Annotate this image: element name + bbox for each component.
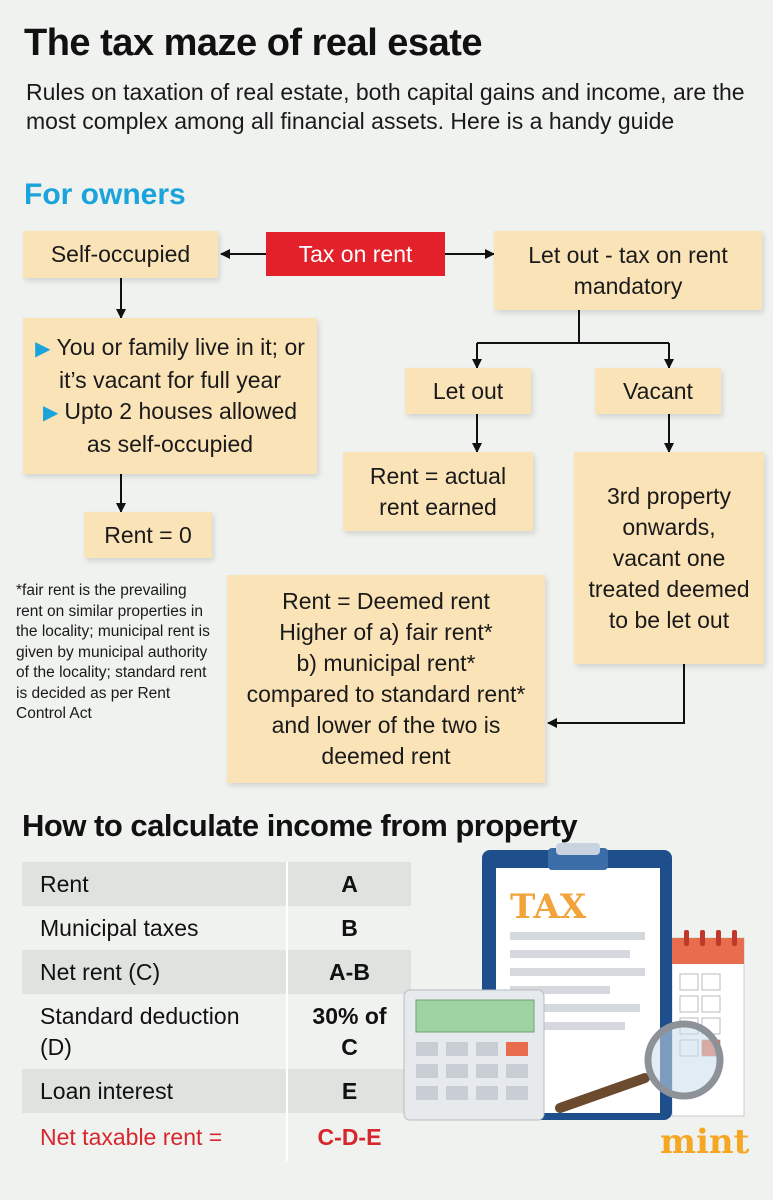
row-label: Municipal taxes — [40, 914, 199, 941]
footnote: *fair rent is the prevailing rent on similar properties in the locality; municipal rent is given by municipal authority of the locality; standard rent is decided as per Rent Control Act — [16, 582, 210, 722]
deemed-line-1: Rent = Deemed rent — [282, 588, 490, 614]
row-value: B — [287, 906, 411, 950]
row-label: Standard deduction (D) — [40, 1002, 240, 1060]
row-value: 30% of C — [287, 994, 411, 1069]
self-occ-rule-1: ▶ You or family live in it; or it’s vacant for full year — [35, 334, 305, 393]
page-subtitle: Rules on taxation of real estate, both capital gains and income, are the most complex among all financial assets. Here is a handy guide — [26, 79, 745, 134]
row-label: Loan interest — [22, 1069, 287, 1113]
row-label: Rent — [22, 862, 287, 906]
calc-heading: How to calculate income from property — [22, 808, 578, 843]
calculator-icon — [404, 990, 544, 1120]
self-occ-rule-2: ▶ Upto 2 houses allowed as self-occupied — [42, 398, 298, 457]
rent-zero-box: Rent = 0 — [84, 512, 212, 558]
triangle-bullet-icon: ▶ — [42, 402, 59, 424]
row-value: E — [287, 1069, 411, 1113]
tax-on-rent-box: Tax on rent — [266, 232, 445, 276]
rent-actual-box: Rent = actual rent earned — [343, 452, 533, 531]
brand-logo: mint — [660, 1122, 750, 1162]
self-occupied-box: Self-occupied — [23, 231, 218, 278]
deemed-line-4: compared to standard rent* and lower of the two is deemed rent — [246, 681, 526, 769]
let-out-box: Let out — [405, 368, 531, 414]
deemed-line-2: Higher of a) fair rent* — [279, 619, 493, 645]
triangle-bullet-icon: ▶ — [35, 338, 51, 360]
row-value: A — [287, 862, 411, 906]
let-out-mandatory-box: Let out - tax on rent mandatory — [494, 231, 762, 310]
row-value: A-B — [287, 950, 411, 994]
third-property-box: 3rd property onwards, vacant one treated deemed to be let out — [574, 452, 764, 664]
page-title: The tax maze of real esate — [24, 22, 482, 64]
tax-label: TAX — [510, 887, 587, 927]
row-label: Net rent (C) — [22, 950, 287, 994]
row-label: Net taxable rent = — [40, 1123, 223, 1150]
row-value: C-D-E — [287, 1113, 411, 1161]
deemed-line-3: b) municipal rent* — [296, 650, 476, 676]
vacant-box: Vacant — [595, 368, 721, 414]
owners-heading: For owners — [24, 178, 186, 211]
